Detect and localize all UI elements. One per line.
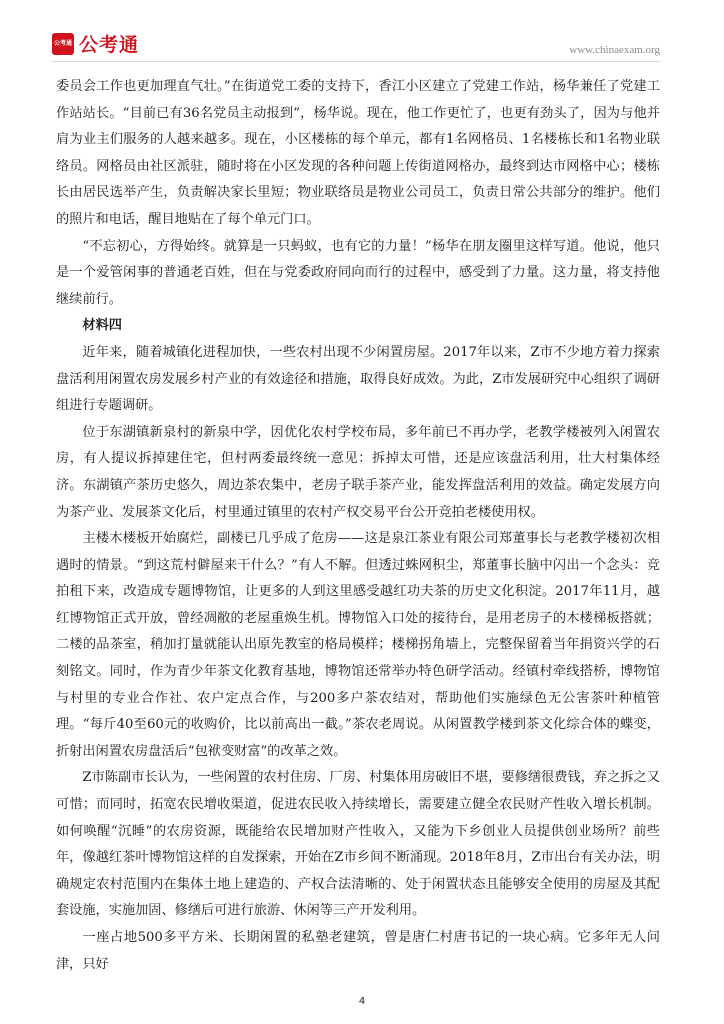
paragraph-7: 一座占地500多平方米、长期闲置的私塾老建筑，曾是唐仁村唐书记的一块心病。它多年无人问津，只好	[56, 930, 660, 972]
logo[interactable]	[52, 30, 139, 57]
page-number: 4	[358, 996, 366, 1007]
page-header	[0, 0, 724, 68]
paragraph-3: 近年来，随着城镇化进程加快，一些农村出现不少闲置房屋。2017年以来，Z市不少地方着力探索盘活利用闲置农房发展乡村产业的有效途径和措施，取得良好成效。为此，Z市发展研究中心组织了调研组进行专题调研。	[56, 344, 660, 414]
paragraph-4: 位于东湖镇新泉村的新泉中学，因优化农村学校布局，多年前已不再办学，老教学楼被列入闲置农房，有人提议拆掉建住宅，但村两委最终统一意见：拆掉太可惜，还是应该盘活利用，壮大村集体经济。东湖镇产茶历史悠久，周边茶农集中，老房子联手茶产业，能发挥盘活利用的效益。确定发展方向为茶产业、发展茶文化后，村里通过镇里的农村产权交易平台公开竞拍老楼使用权。	[56, 424, 660, 520]
logo-text: 公考通	[79, 34, 140, 56]
paragraph-1: 委员会工作也更加理直气壮。”在街道党工委的支持下，香江小区建立了党建工作站，杨华兼任了党建工作站站长。“目前已有36名党员主动报到”，杨华说。现在，他工作更忙了，也更有劲头了，因为与他并肩为业主们服务的人越来越多。现在，小区楼栋的每个单元，都有1名网格员、1名楼栋长和1名物业联络员。网格员由社区派驻，随时将在小区发现的各种问题上传街道网格办，最终到达市网格中心；楼栋长由居民选举产生，负责解决家长里短；物业联络员是物业公司员工，负责日常公共部分的维护。他们的照片和电话，醒目地贴在了每个单元门口。	[56, 79, 660, 227]
header-divider	[52, 61, 660, 62]
section-heading: 材料四	[82, 318, 122, 334]
paragraph-6: Z市陈副市长认为，一些闲置的农村住房、厂房、村集体用房破旧不堪，要修缮很费钱，弃之拆之又可惜；而同时，拓宽农民增收渠道，促进农民收入持续增长，需要建立健全农民财产性收入增长机制。如何唤醒“沉睡”的农房资源，既能给农民增加财产性收入，又能为下乡创业人员提供创业场所？前些年，像越红茶叶博物馆这样的自发探索，开始在Z市乡间不断涌现。2018年8月，Z市出台有关办法，明确规定农村范围内在集体土地上建造的、产权合法清晰的、处于闲置状态且能够安全使用的房屋及其配套设施，实施加固、修缮后可进行旅游、休闲等三产开发利用。	[56, 770, 660, 919]
document-body	[56, 74, 660, 978]
site-url: www.chinaexam.org	[569, 44, 660, 56]
paragraph-2: “不忘初心，方得始终。就算是一只蚂蚁，也有它的力量！”杨华在朋友圈里这样写道。他说，他只是一个爱管闲事的普通老百姓，但在与党委政府同向而行的过程中，感受到了力量。这力量，将支持他继续前行。	[56, 238, 660, 307]
logo-badge-icon: 公考通	[52, 33, 74, 55]
paragraph-5: 主楼木楼板开始腐烂，副楼已几乎成了危房——这是泉江茶业有限公司郑董事长与老教学楼初次相遇时的情景。“到这荒村僻屋来干什么？”有人不解。但透过蛛网积尘，郑董事长脑中闪出一个念头：竞拍租下来，改造成专题博物馆，让更多的人到这里感受越红功夫茶的历史文化积淀。2017年11月，越红博物馆正式开放，曾经凋敝的老屋重焕生机。博物馆入口处的接待台，是用老房子的木楼梯板搭就；二楼的品茶室，稍加打量就能认出原先教室的格局模样；楼梯拐角墙上，完整保留着当年捐资兴学的石刻铭文。同时，作为青少年茶文化教育基地，博物馆还常举办特色研学活动。经镇村牵线搭桥，博物馆与村里的专业合作社、农户定点合作，与200多户茶农结对，帮助他们实施绿色无公害茶叶种植管理。“每斤40至60元的收购价，比以前高出一截。”茶农老周说。从闲置教学楼到茶文化综合体的蝶变，折射出闲置农房盘活后“包袱变财富”的改革之效。	[56, 531, 660, 759]
